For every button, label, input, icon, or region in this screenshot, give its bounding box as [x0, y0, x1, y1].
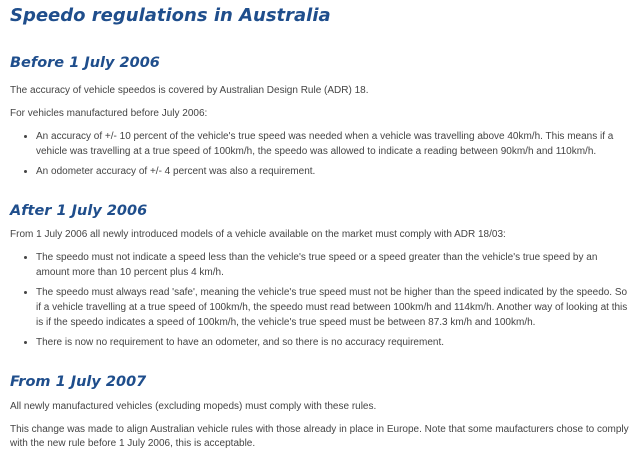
section-paragraph: All newly manufactured vehicles (excluding mopeds) must comply with these rules. [10, 401, 377, 412]
list-item: • The speedo must not indicate a speed less than the vehicle's true speed or a speed greater than the vehicle's true speed by an amount more than 10 percent plus 4 km/h. [36, 250, 630, 280]
list-item: • The speedo must always read 'safe', meaning the vehicle's true speed must not be higher than the speed indicated by the speedo. So if a vehicle travelling at a true speed of 100km/h, the speedo must read between 100km/h and 114km/h. Another way of looking at this is if the speedo indicates a speed of 100km/h, the vehicle's true speed must be between 87.3 km/h and 100km/h. [36, 285, 630, 330]
list-item: • An odometer accuracy of +/- 4 percent was also a requirement. [36, 164, 630, 179]
page-title: Speedo regulations in Australia [10, 5, 331, 26]
section-paragraph: The accuracy of vehicle speedos is covered by Australian Design Rule (ADR) 18. [10, 85, 369, 96]
section-heading-before-2006: Before 1 July 2006 [10, 55, 160, 71]
list-item: • There is now no requirement to have an odometer, and so there is no accuracy requirement. [36, 335, 630, 350]
bullet-list [10, 250, 630, 350]
list-item: • An accuracy of +/- 10 percent of the vehicle's true speed was needed when a vehicle was travelling above 40km/h. This means if a vehicle was travelling at a true speed of 100km/h, the speedo was allowed to indicate a reading between 90km/h and 110km/h. [36, 129, 630, 159]
section-paragraph: From 1 July 2006 all newly introduced models of a vehicle available on the market must comply with ADR 18/03: [10, 229, 506, 240]
bullet-list [10, 129, 630, 179]
section-heading-after-2006: After 1 July 2006 [10, 203, 148, 219]
section-paragraph: For vehicles manufactured before July 2006: [10, 108, 208, 119]
section-paragraph: This change was made to align Australian vehicle rules with those already in place in Europe. Note that some maufacturers chose to comply with the new rule before 1 July 2006, this is acceptable. [10, 424, 629, 449]
section-heading-from-2007: From 1 July 2007 [10, 374, 147, 390]
